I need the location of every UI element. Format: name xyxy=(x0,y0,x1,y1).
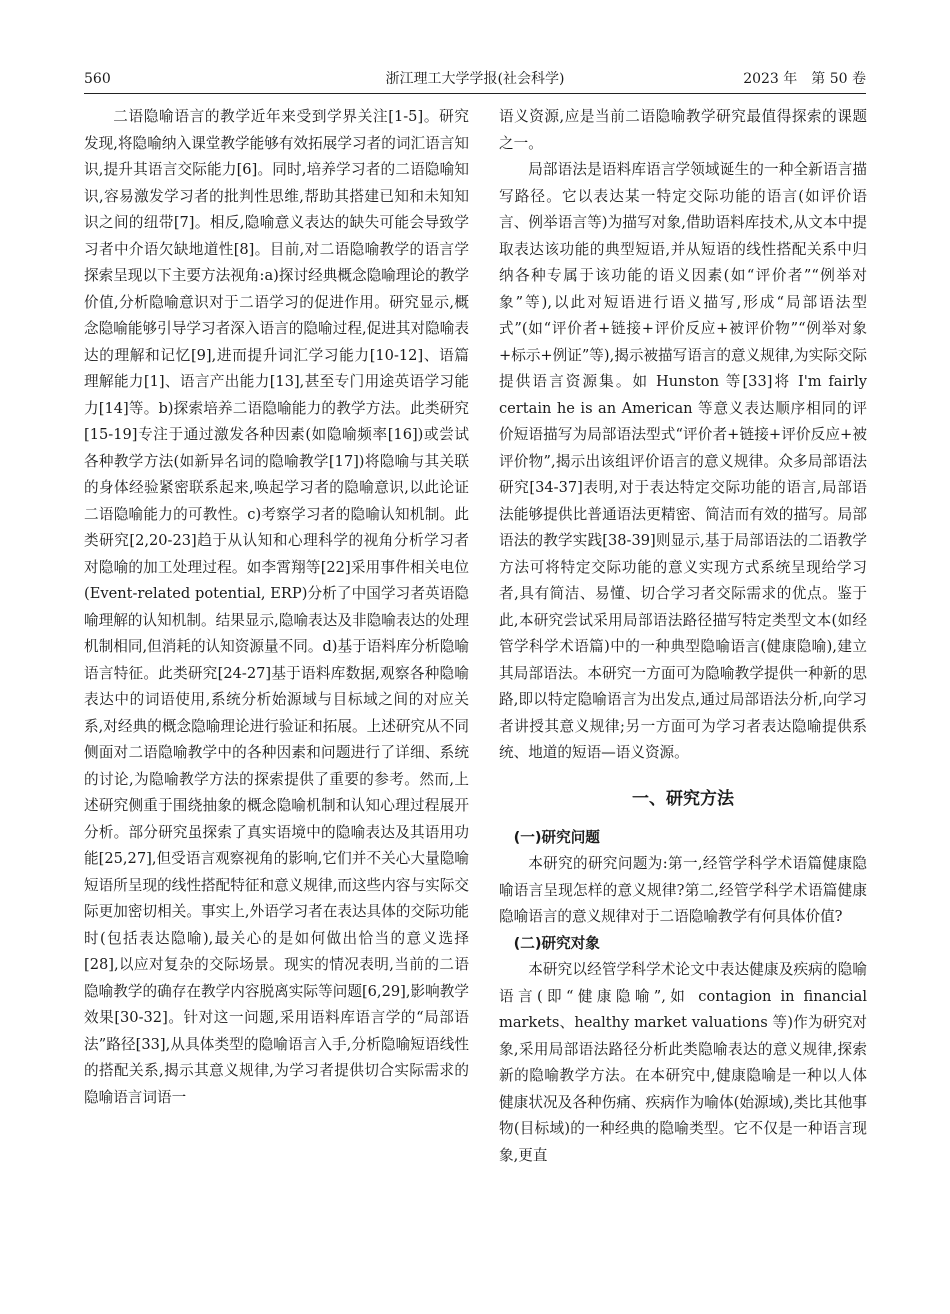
research-objects-paragraph: 本研究以经管学科学术论文中表达健康及疾病的隐喻语言(即“健康隐喻”,如 contagion in financial markets、healthy market valuations 等)作为研究对象,采用局部语法路径分析此类隐喻表达的意义规律,探索新的隐喻教学方法。在本研究中,健康隐喻是一种以人体健康状况及各种伤痛、疾病作为喻体(始源域),类比其他事物(目标域)的一种经典的隐喻类型。它不仅是一种语言现象,更直 xyxy=(499,961,867,1164)
volume-info: 2023 年 第 50 卷 xyxy=(743,71,866,87)
left-column xyxy=(84,104,469,1111)
journal-title: 浙江理工大学学报(社会科学) xyxy=(385,71,565,87)
local-grammar-paragraph: 局部语法是语料库语言学领域诞生的一种全新语言描写路径。它以表达某一特定交际功能的语言(如评价语言、例举语言等)为描写对象,借助语料库技术,从文本中提取表达该功能的典型短语,并从短语的线性搭配关系中归纳各种专属于该功能的语义因素(如“评价者”“例举对象”等),以此对短语进行语义描写,形成“局部语法型式”(如“评价者+链接+评价反应+被评价物”“例举对象+标示+例证”等),揭示被描写语言的意义规律,为实际交际提供语言资源集。如 Hunston 等[33]将 I'm fairly certain he is an American 等意义表达顺序相同的评价短语描写为局部语法型式“评价者+链接+评价反应+被评价物”,揭示出该组评价语言的意义规律。众多局部语法研究[34-37]表明,对于表达特定交际功能的语言,局部语法能够提供比普通语法更精密、简洁而有效的描写。局部语法的教学实践[38-39]则显示,基于局部语法的二语教学方法可将特定交际功能的意义实现方式系统呈现给学习者,具有简洁、易懂、切合学习者交际需求的优点。鉴于此,本研究尝试采用局部语法路径描写特定类型文本(如经管学科学术语篇)中的一种典型隐喻语言(健康隐喻),建立其局部语法。本研究一方面可为隐喻教学提供一种新的思路,即以特定隐喻语言为出发点,通过局部语法分析,向学习者讲授其意义规律;另一方面可为学习者表达隐喻提供系统、地道的短语—语义资源。 xyxy=(499,161,867,761)
subsection-title-questions: (一)研究问题 xyxy=(513,828,600,846)
intro-paragraph-continued: 语义资源,应是当前二语隐喻教学研究最值得探索的课题之一。 xyxy=(499,108,867,152)
header-rule xyxy=(84,93,866,94)
intro-paragraph: 二语隐喻语言的教学近年来受到学界关注[1-5]。研究发现,将隐喻纳入课堂教学能够有效拓展学习者的词汇语言知识,提升其语言交际能力[6]。同时,培养学习者的二语隐喻知识,容易激发学习者的批判性思维,帮助其搭建已知和未知知识之间的纽带[7]。相反,隐喻意义表达的缺失可能会导致学习者中介语欠缺地道性[8]。目前,对二语隐喻教学的语言学探索呈现以下主要方法视角:a)探讨经典概念隐喻理论的教学价值,分析隐喻意识对于二语学习的促进作用。研究显示,概念隐喻能够引导学习者深入语言的隐喻过程,促进其对隐喻表达的理解和记忆[9],进而提升词汇学习能力[10-12]、语篇理解能力[1]、语言产出能力[13],甚至专门用途英语学习能力[14]等。b)探索培养二语隐喻能力的教学方法。此类研究[15-19]专注于通过激发各种因素(如隐喻频率[16])或尝试各种教学方法(如新异名词的隐喻教学[17])将隐喻与其关联的身体经验紧密联系起来,唤起学习者的隐喻意识,以此论证二语隐喻能力的可教性。c)考察学习者的隐喻认知机制。此类研究[2,20-23]趋于从认知和心理科学的视角分析学习者对隐喻的加工处理过程。如李霄翔等[22]采用事件相关电位(Event-related potential, ERP)分析了中国学习者英语隐喻理解的认知机制。结果显示,隐喻表达及非隐喻表达的处理机制相同,但消耗的认知资源量不同。d)基于语料库分析隐喻语言特征。此类研究[24-27]基于语料库数据,观察各种隐喻表达中的词语使用,系统分析始源域与目标域之间的对应关系,对经典的概念隐喻理论进行验证和拓展。上述研究从不同侧面对二语隐喻教学中的各种因素和问题进行了详细、系统的讨论,为隐喻教学方法的探索提供了重要的参考。然而,上述研究侧重于围绕抽象的概念隐喻机制和认知心理过程展开分析。部分研究虽探索了真实语境中的隐喻表达及其语用功能[25,27],但受语言观察视角的影响,它们并不关心大量隐喻短语所呈现的线性搭配特征和意义规律,而这些内容与实际交际更加密切相关。事实上,外语学习者在表达具体的交际功能时(包括表达隐喻),最关心的是如何做出恰当的意义选择[28],以应对复杂的交际场景。现实的情况表明,当前的二语隐喻教学的确存在教学内容脱离实际等问题[6,29],影响教学效果[30-32]。针对这一问题,采用语料库语言学的“局部语法”路径[33],从具体类型的隐喻语言入手,分析隐喻短语线性的搭配关系,揭示其意义规律,为学习者提供切合实际需求的隐喻语言词语一 xyxy=(84,108,469,1106)
running-header xyxy=(84,66,866,92)
right-column xyxy=(499,104,867,1169)
page-number: 560 xyxy=(84,71,111,87)
research-questions-paragraph: 本研究的研究问题为:第一,经管学科学术语篇健康隐喻语言呈现怎样的意义规律?第二,经管学科学术语篇健康隐喻语言的意义规律对于二语隐喻教学有何具体价值? xyxy=(499,855,867,925)
section-title: 一、研究方法 xyxy=(632,788,734,809)
subsection-title-objects: (二)研究对象 xyxy=(513,934,600,952)
